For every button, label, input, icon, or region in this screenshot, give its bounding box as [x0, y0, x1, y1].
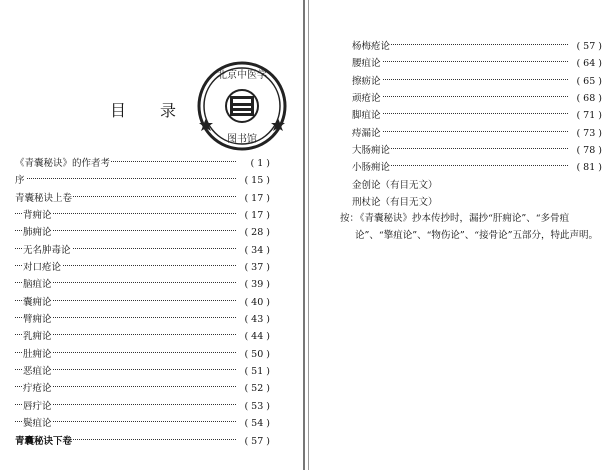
toc-entry-title: 唇疔论 — [23, 400, 52, 412]
toc-entry — [15, 242, 270, 259]
toc-entry-title: 囊痈论 — [23, 296, 52, 308]
toc-entry-page: ( 37 ) — [242, 259, 270, 276]
toc-entry-title: 无名肿毒论 — [23, 244, 71, 256]
toc-entry-page: ( 28 ) — [242, 224, 270, 241]
toc-entry — [15, 363, 270, 380]
toc-entry-page: ( 34 ) — [242, 242, 270, 259]
toc-entry — [352, 73, 602, 90]
toc-entry-page: ( 65 ) — [574, 73, 602, 90]
toc-entry-title: 《青囊秘诀》的作者考 — [15, 158, 111, 169]
toc-entry — [15, 172, 270, 189]
toc-entry-page: ( 39 ) — [242, 276, 270, 293]
toc-entry-title: 对口疮论 — [23, 262, 62, 274]
toc-entry — [15, 294, 270, 311]
toc-entry-page: ( 71 ) — [574, 107, 602, 124]
title-char-1: 目 — [110, 101, 127, 120]
svg-text:北京中医学: 北京中医学 — [217, 70, 267, 81]
toc-entry-page: ( 78 ) — [574, 142, 602, 159]
toc-entry-title: 臂痈论 — [23, 314, 52, 326]
toc-entry-title: 刑杖论（有目无文） — [352, 197, 438, 209]
toc-entry — [15, 207, 270, 224]
toc-entry-title: 脑疽论 — [23, 279, 52, 291]
toc-entry — [15, 276, 270, 293]
toc-entry-page: ( 51 ) — [242, 363, 270, 380]
toc-leader-dots — [352, 113, 568, 114]
toc-entry-title: 肺痈论 — [23, 227, 52, 239]
toc-entry-title: 小肠痈论 — [352, 162, 391, 174]
page-gutter — [299, 0, 312, 470]
toc-entry-title: 金创论（有目无文） — [352, 179, 438, 191]
toc-entry-page: ( 17 ) — [242, 207, 270, 224]
toc-entry-page: ( 57 ) — [242, 433, 270, 450]
toc-entry — [15, 398, 270, 415]
toc-entry-title: 大肠痈论 — [352, 145, 391, 157]
note-text: 《青囊秘诀》抄本传抄时，漏抄“肝痈论”、“多骨疽论”、“擎疽论”、“物伤论”、“接骨论”五部分，特此声明。 — [355, 213, 598, 241]
left-page — [0, 0, 299, 470]
title-char-2: 录 — [160, 101, 177, 120]
toc-entry-page: ( 54 ) — [242, 415, 270, 432]
toc-entry — [352, 38, 602, 55]
toc-entry-page: ( 81 ) — [574, 159, 602, 176]
toc-entry-page: ( 1 ) — [249, 155, 271, 172]
toc-entry — [15, 415, 270, 432]
toc-leader-dots — [352, 79, 568, 80]
toc-entry-title: 恶疽论 — [23, 366, 52, 378]
toc-entry-page: ( 64 ) — [574, 55, 602, 72]
editor-note — [340, 210, 602, 244]
toc-leader-dots — [352, 61, 568, 62]
toc-entry — [15, 190, 270, 207]
svg-text:图书馆: 图书馆 — [227, 134, 257, 145]
toc-entry-page: ( 40 ) — [242, 294, 270, 311]
toc-entry-page: ( 44 ) — [242, 328, 270, 345]
toc-entry — [352, 90, 602, 107]
toc-entry — [15, 433, 270, 450]
toc-entry-page: ( 57 ) — [574, 38, 602, 55]
toc-entry-title: 杨梅疮论 — [352, 41, 391, 52]
toc-entry-title: 脚疽论 — [352, 110, 381, 122]
page-divider — [303, 0, 305, 470]
toc-entry — [352, 159, 602, 176]
toc-entry-title: 乳痈论 — [23, 331, 52, 343]
toc-entry-title: 腰疽论 — [352, 58, 381, 70]
toc-entry — [15, 380, 270, 397]
toc-entry — [352, 194, 602, 211]
toc-entry-title: 痔漏论 — [352, 127, 381, 139]
toc-entry — [15, 328, 270, 345]
toc-entry — [15, 346, 270, 363]
toc-entry-page: ( 50 ) — [242, 346, 270, 363]
toc-entry — [352, 107, 602, 124]
toc-entry-page: ( 68 ) — [574, 90, 602, 107]
left-toc-list — [15, 155, 270, 450]
toc-entry — [15, 155, 270, 172]
toc-entry-page: ( 17 ) — [242, 190, 270, 207]
toc-entry — [352, 142, 602, 159]
toc-leader-dots — [352, 96, 568, 97]
toc-entry-title: 擦疬论 — [352, 75, 381, 87]
toc-entry-title: 青囊秘诀上卷 — [15, 192, 73, 204]
toc-entry-page: ( 73 ) — [574, 125, 602, 142]
toc-entry-page: ( 15 ) — [242, 172, 270, 189]
toc-leader-dots — [352, 131, 568, 132]
toc-entry — [352, 177, 602, 194]
toc-entry-title: 背痈论 — [23, 210, 52, 222]
toc-entry — [15, 259, 270, 276]
page-divider-inner — [308, 0, 309, 470]
toc-entry-title: 疔疮论 — [23, 383, 52, 395]
toc-leader-dots — [15, 178, 236, 179]
toc-entry-title: 序 — [15, 175, 25, 187]
toc-entry-page: ( 52 ) — [242, 380, 270, 397]
toc-entry — [352, 55, 602, 72]
toc-entry-title: 鬓疽论 — [23, 418, 52, 430]
library-seal-stamp — [196, 60, 288, 152]
right-toc-list — [352, 38, 602, 211]
toc-entry-title: 青囊秘诀下卷 — [15, 435, 73, 447]
toc-entry-page: ( 43 ) — [242, 311, 270, 328]
toc-entry-title: 顽疮论 — [352, 93, 381, 105]
toc-entry — [15, 311, 270, 328]
toc-entry — [15, 224, 270, 241]
note-label: 按： — [340, 213, 360, 224]
toc-entry — [352, 125, 602, 142]
toc-entry-title: 肚痈论 — [23, 348, 52, 360]
toc-entry-page: ( 53 ) — [242, 398, 270, 415]
